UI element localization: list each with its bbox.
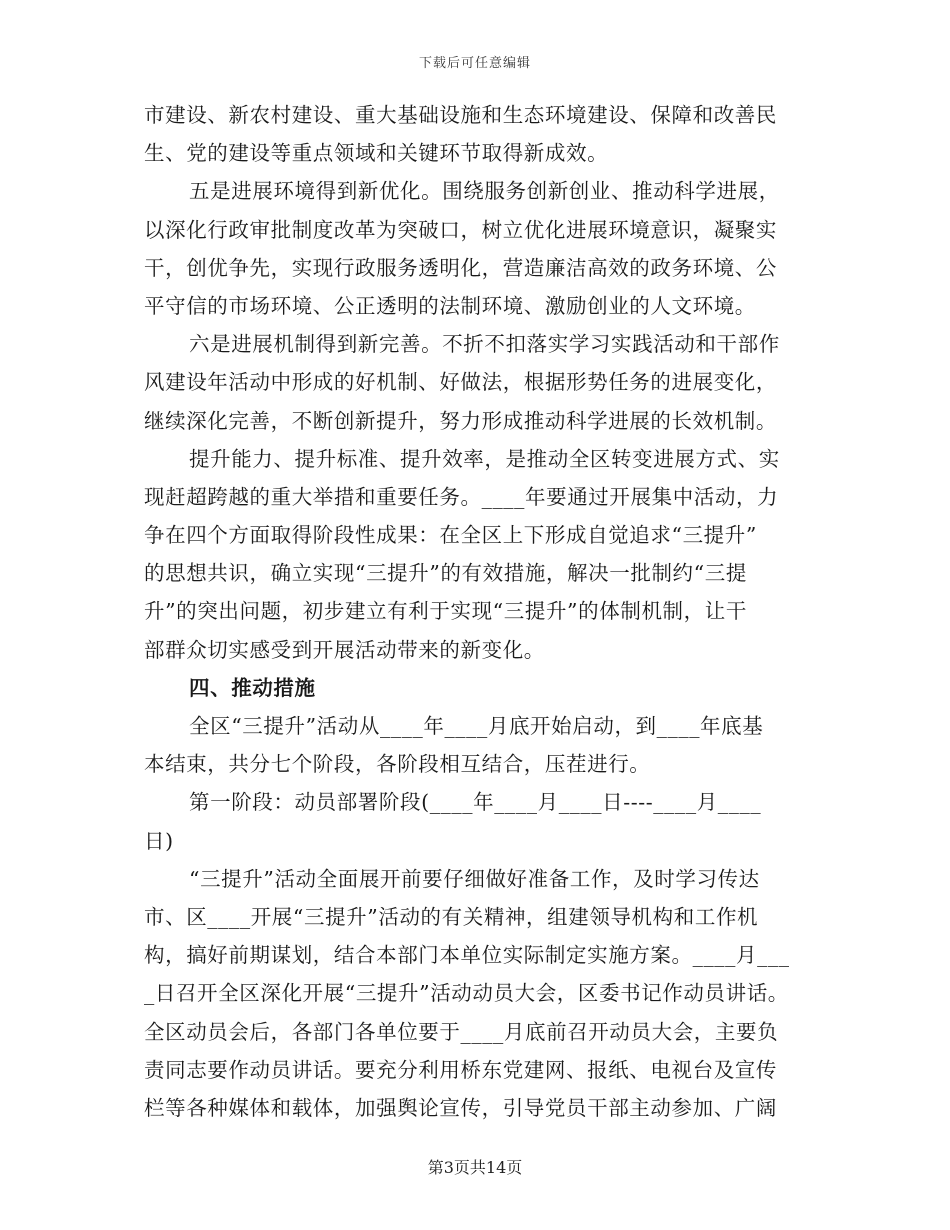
text-line: 责同志要作动员讲话。要充分利用桥东党建网、报纸、电视台及宣传	[144, 1057, 777, 1082]
text-line: 市建设、新农村建设、重大基础设施和生态环境建设、保障和改善民	[144, 103, 777, 127]
text-line: 六是进展机制得到新完善。不折不扣落实学习实践活动和干部作	[189, 332, 780, 357]
text-line: 栏等各种媒体和载体，加强舆论宣传，引导党员干部主动参加、广阔	[144, 1095, 777, 1120]
text-line: 市、区____开展“三提升”活动的有关精神，组建领导机构和工作机	[144, 904, 759, 929]
text-line: 第一阶段：动员部署阶段(____年____月____日----____月____	[189, 790, 762, 815]
text-line: 平守信的市场环境、公正透明的法制环境、激励创业的人文环境。	[144, 293, 756, 318]
text-line: 全区“三提升”活动从____年____月底开始启动，到____年底基	[189, 714, 764, 738]
page-footer: 第3页共14页	[427, 1158, 523, 1177]
section-heading: 四、推动措施	[189, 675, 316, 700]
document-body	[144, 96, 804, 1127]
text-line: 以深化行政审批制度改革为突破口，树立优化进展环境意识，凝聚实	[144, 217, 777, 242]
text-line: “三提升”活动全面展开前要仔细做好准备工作，及时学习传达	[189, 866, 760, 891]
text-line: 部群众切实感受到开展活动带来的新变化。	[144, 637, 545, 662]
text-line: 生、党的建设等重点领域和关键环节取得新成效。	[144, 141, 609, 166]
text-line: 风建设年活动中形成的好机制、好做法，根据形势任务的进展变化，	[144, 370, 777, 395]
text-line: 继续深化完善，不断创新提升，努力形成推动科学进展的长效机制。	[144, 408, 777, 433]
text-line: 本结束，共分七个阶段，各阶段相互结合，压茬进行。	[144, 752, 651, 777]
page-header: 下载后可任意编辑	[418, 56, 531, 71]
text-line: 提升能力、提升标准、提升效率，是推动全区转变进展方式、实	[189, 446, 780, 471]
text-line: 构，搞好前期谋划，结合本部门本单位实际制定实施方案。____月___	[144, 943, 790, 968]
text-line: 的思想共识，确立实现“三提升”的有效措施，解决一批制约“三提	[144, 561, 747, 586]
text-line: 升”的突出问题，初步建立有利于实现“三提升”的体制机制，让干	[144, 599, 747, 624]
text-line: 现赶超跨越的重大举措和重要任务。____年要通过开展集中活动，力	[144, 484, 779, 509]
text-line: 争在四个方面取得阶段性成果：在全区上下形成自觉追求“三提升”	[144, 523, 757, 548]
text-line: 日)	[144, 828, 174, 853]
text-line: _日召开全区深化开展“三提升”活动动员大会，区委书记作动员讲话。	[144, 981, 789, 1006]
text-line: 五是进展环境得到新优化。围绕服务创新创业、推动科学进展，	[189, 179, 780, 204]
text-line: 干，创优争先，实现行政服务透明化，营造廉洁高效的政务环境、公	[144, 255, 777, 280]
text-line: 全区动员会后，各部门各单位要于____月底前召开动员大会，主要负	[144, 1019, 779, 1044]
